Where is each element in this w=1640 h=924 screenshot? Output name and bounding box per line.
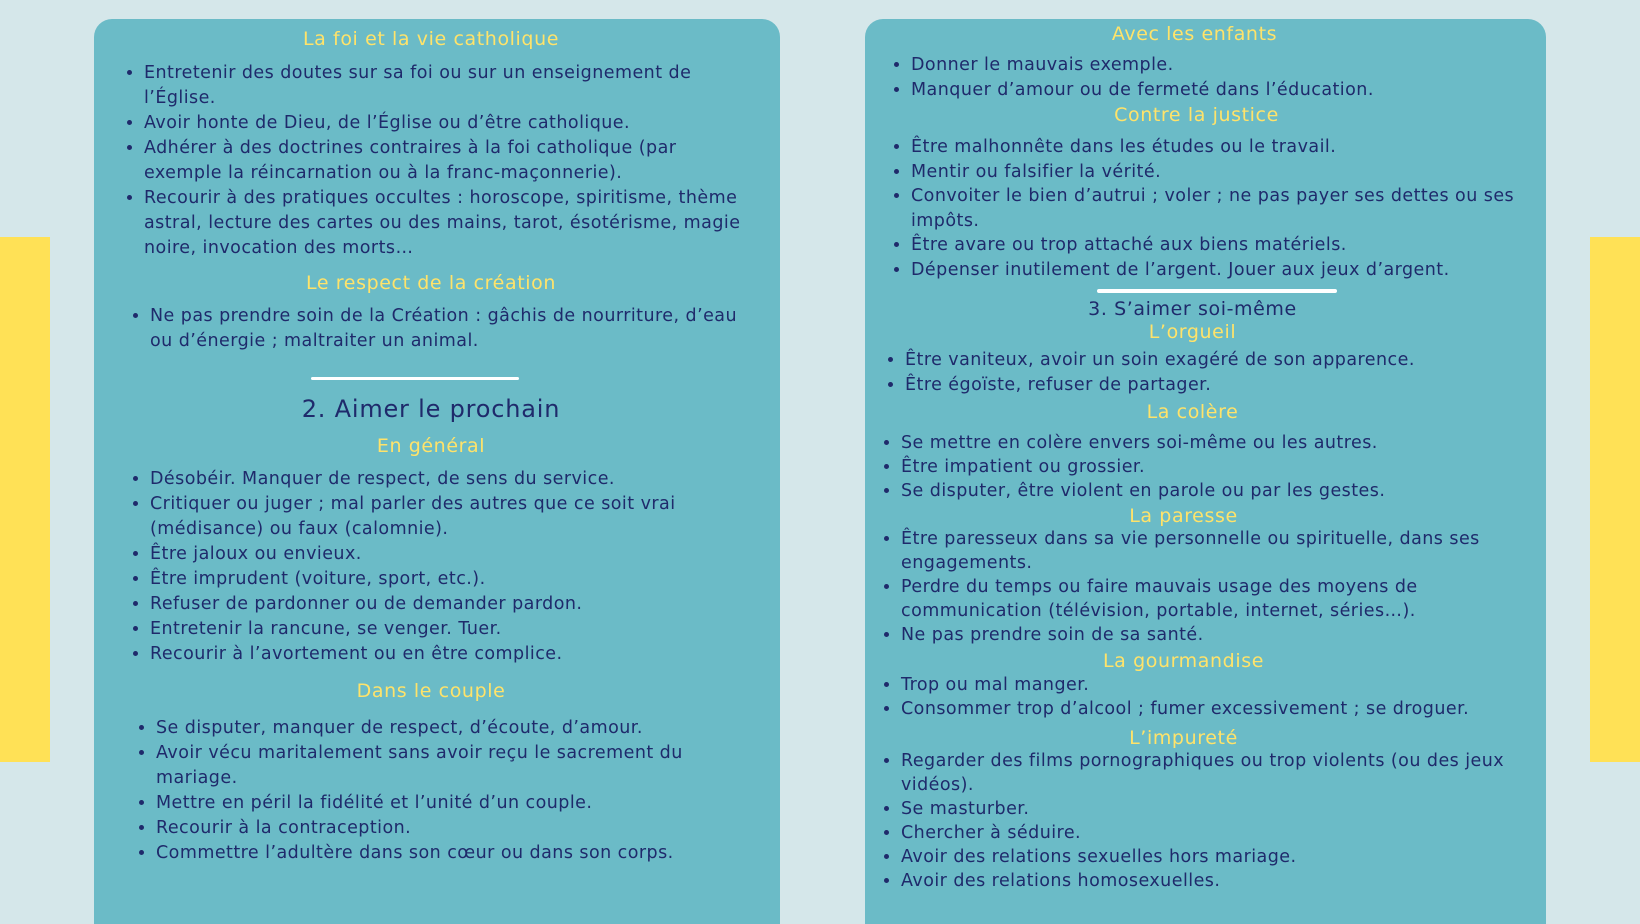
list-item: • Être malhonnête dans les études ou le travail.: [911, 135, 1534, 160]
list-item: • Être avare ou trop attaché aux biens matériels.: [911, 233, 1534, 258]
list-item: • Avoir vécu maritalement sans avoir reçu le sacrement du mariage.: [156, 741, 754, 791]
list-impurete: [883, 749, 1534, 893]
list-item: • Recourir à la contraception.: [156, 816, 754, 841]
list-item: • Avoir honte de Dieu, de l’Église ou d’être catholique.: [144, 111, 754, 136]
right-card: [865, 19, 1546, 924]
list-colere: [883, 431, 1534, 503]
list-item: • Mentir ou falsifier la vérité.: [911, 160, 1534, 185]
list-item: • Regarder des films pornographiques ou trop violents (ou des jeux vidéos).: [901, 749, 1534, 797]
list-item: • Avoir des relations homosexuelles.: [901, 869, 1534, 893]
section-divider: [311, 377, 519, 380]
list-foi: [108, 61, 754, 261]
left-yellow-accent-bar: [0, 237, 50, 762]
list-item: • Adhérer à des doctrines contraires à la foi catholique (par exemple la réincarnation ou à la franc-maçonnerie).: [144, 136, 754, 186]
list-item: • Avoir des relations sexuelles hors mariage.: [901, 845, 1534, 869]
list-item: • Convoiter le bien d’autrui ; voler ; ne pas payer ses dettes ou ses impôts.: [911, 184, 1534, 233]
list-general: [108, 467, 754, 667]
list-item: • Être paresseux dans sa vie personnelle ou spirituelle, dans ses engagements.: [901, 527, 1534, 575]
list-item: • Dépenser inutilement de l’argent. Jouer aux jeux d’argent.: [911, 258, 1534, 283]
list-paresse: [883, 527, 1534, 647]
list-item: • Être jaloux ou envieux.: [150, 542, 754, 567]
list-item: • Consommer trop d’alcool ; fumer excessivement ; se droguer.: [901, 697, 1534, 721]
list-item: • Manquer d’amour ou de fermeté dans l’éducation.: [911, 78, 1534, 103]
list-couple: [108, 716, 754, 866]
heading-justice: Contre la justice: [1114, 104, 1279, 126]
list-item: • Refuser de pardonner ou de demander pardon.: [150, 592, 754, 617]
heading-paresse: La paresse: [1129, 505, 1238, 527]
heading-couple: Dans le couple: [356, 680, 506, 702]
heading-general: En général: [376, 435, 486, 457]
section-2-title: 2. Aimer le prochain: [301, 395, 561, 423]
right-yellow-accent-bar: [1590, 237, 1640, 762]
heading-foi: La foi et la vie catholique: [302, 28, 560, 50]
list-item: • Mettre en péril la fidélité et l’unité d’un couple.: [156, 791, 754, 816]
list-item: • Commettre l’adultère dans son cœur ou dans son corps.: [156, 841, 754, 866]
list-item: • Critiquer ou juger ; mal parler des autres que ce soit vrai (médisance) ou faux (calomnie).: [150, 492, 754, 542]
list-item: • Recourir à des pratiques occultes : horoscope, spiritisme, thème astral, lecture des cartes ou des mains, tarot, ésotérisme, magie noire, invocation des morts…: [144, 186, 754, 261]
heading-gourmandise: La gourmandise: [1103, 650, 1264, 672]
section-3-title: 3. S’aimer soi-même: [1088, 298, 1297, 320]
list-item: • Être égoïste, refuser de partager.: [905, 373, 1534, 398]
heading-impurete: L’impureté: [1129, 727, 1238, 749]
left-card: [94, 19, 780, 924]
list-item: • Se masturber.: [901, 797, 1534, 821]
list-item: • Entretenir des doutes sur sa foi ou sur un enseignement de l’Église.: [144, 61, 754, 111]
list-item: • Chercher à séduire.: [901, 821, 1534, 845]
heading-creation: Le respect de la création: [306, 272, 556, 294]
heading-orgueil: L’orgueil: [1148, 321, 1237, 343]
list-item: • Entretenir la rancune, se venger. Tuer.: [150, 617, 754, 642]
list-justice: [883, 135, 1534, 282]
list-item: • Recourir à l’avortement ou en être complice.: [150, 642, 754, 667]
list-item: • Se disputer, être violent en parole ou par les gestes.: [901, 479, 1534, 503]
list-item: • Se mettre en colère envers soi-même ou les autres.: [901, 431, 1534, 455]
list-item: • Être vaniteux, avoir un soin exagéré de son apparence.: [905, 348, 1534, 373]
list-enfants: [883, 53, 1534, 103]
list-orgueil: [883, 348, 1534, 398]
list-item: • Ne pas prendre soin de la Création : gâchis de nourriture, d’eau ou d’énergie ; maltraiter un animal.: [150, 304, 754, 354]
list-creation: [108, 304, 754, 354]
list-item: • Être imprudent (voiture, sport, etc.).: [150, 567, 754, 592]
list-item: • Trop ou mal manger.: [901, 673, 1534, 697]
heading-enfants: Avec les enfants: [1111, 23, 1278, 45]
list-item: • Ne pas prendre soin de sa santé.: [901, 623, 1534, 647]
list-item: • Désobéir. Manquer de respect, de sens du service.: [150, 467, 754, 492]
list-item: • Perdre du temps ou faire mauvais usage des moyens de communication (télévision, portable, internet, séries…).: [901, 575, 1534, 623]
section-divider: [1097, 289, 1337, 293]
heading-colere: La colère: [1146, 401, 1239, 423]
list-item: • Donner le mauvais exemple.: [911, 53, 1534, 78]
list-gourmandise: [883, 673, 1534, 721]
list-item: • Se disputer, manquer de respect, d’écoute, d’amour.: [156, 716, 754, 741]
list-item: • Être impatient ou grossier.: [901, 455, 1534, 479]
